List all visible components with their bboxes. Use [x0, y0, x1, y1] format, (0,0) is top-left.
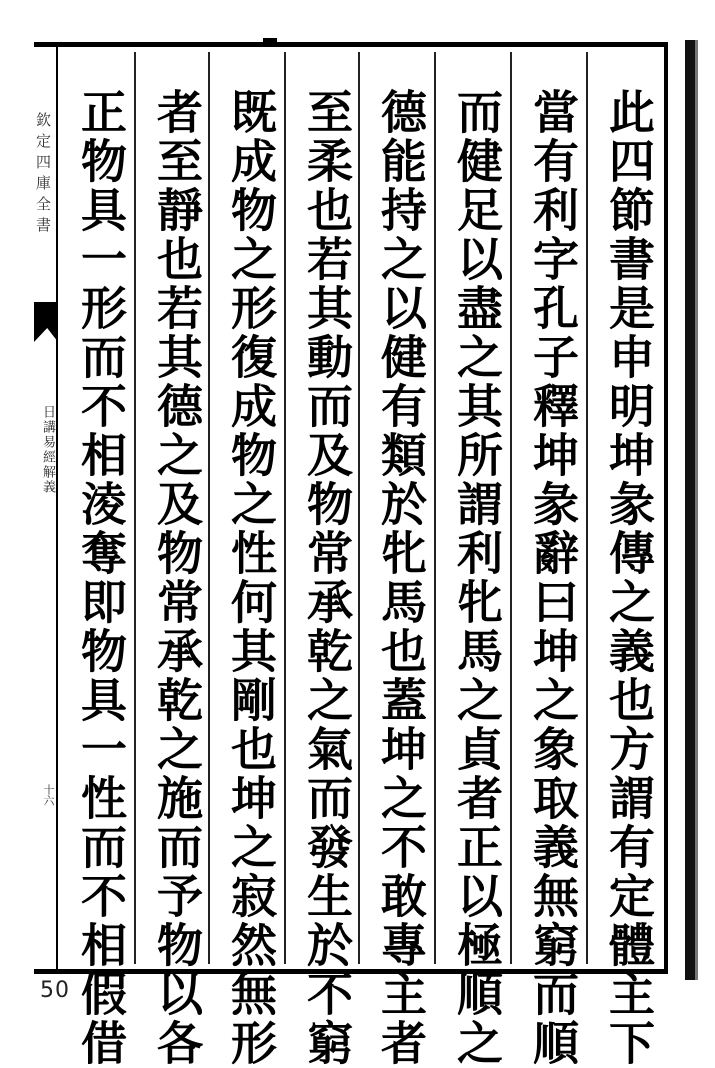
folio-number: 50	[40, 978, 70, 1003]
text-column-6: 既成物之形復成物之性何其剛也坤之寂然無形	[224, 88, 278, 1068]
text-column-5: 至柔也若其動而及物常承乾之氣而發生於不窮	[300, 88, 354, 1068]
text-column-3: 而健足以盡之其所謂利牝馬之貞者正以極順之	[450, 88, 504, 1068]
page-edge	[685, 40, 695, 980]
column-divider	[134, 52, 136, 964]
column-divider	[434, 52, 436, 964]
banxin-title: 欽定四庫全書	[34, 112, 52, 238]
text-column-8: 正物具一形而不相淩奪即物具一性而不相假借	[74, 88, 128, 1068]
banxin-page-number: 十六	[42, 784, 55, 806]
column-divider	[358, 52, 360, 964]
text-column-7: 者至靜也若其德之及物常承乾之施而予物以各	[150, 88, 204, 1068]
banxin-book-title: 日講易經解義	[40, 405, 55, 495]
column-divider	[208, 52, 210, 964]
text-column-1: 此四節書是申明坤彖傳之義也方謂有定體主下	[602, 88, 656, 1068]
text-column-2: 當有利字孔子釋坤彖辭曰坤之象取義無窮而順	[526, 88, 580, 1068]
column-divider	[510, 52, 512, 964]
text-column-4: 德能持之以健有類於牝馬也蓋坤之不敢專主者	[374, 88, 428, 1068]
column-divider	[284, 52, 286, 964]
column-divider	[586, 52, 588, 964]
page-edge-shadow	[695, 40, 698, 980]
